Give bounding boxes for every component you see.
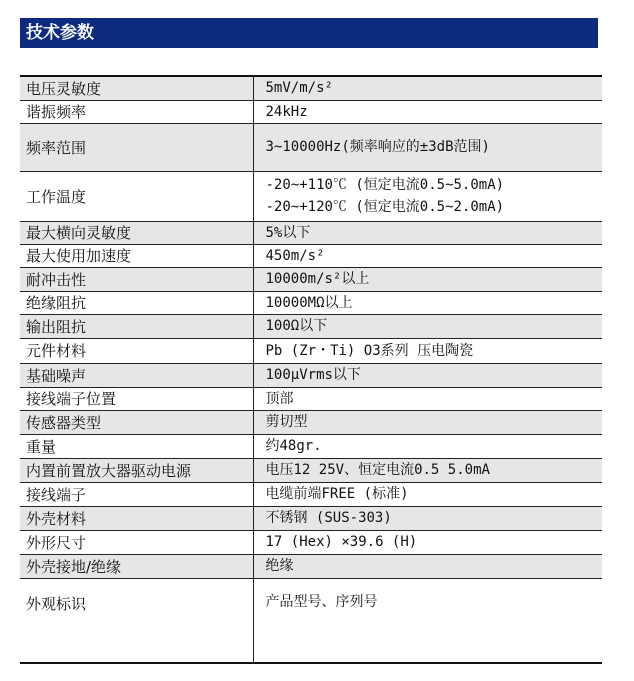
spec-value-line: 产品型号、序列号 bbox=[265, 593, 378, 610]
spec-row bbox=[20, 221, 602, 244]
spec-value bbox=[253, 221, 602, 244]
spec-value-line: 不锈钢 (SUS-303) bbox=[265, 510, 392, 526]
spec-value bbox=[253, 530, 602, 554]
spec-value bbox=[253, 410, 602, 434]
spec-value bbox=[253, 244, 602, 267]
spec-row bbox=[20, 76, 602, 100]
spec-row bbox=[20, 482, 602, 506]
spec-row bbox=[20, 171, 602, 221]
spec-value-line: -20~+110℃ (恒定电流0.5~5.0mA) bbox=[265, 177, 505, 193]
spec-label: 接线端子位置 bbox=[20, 387, 253, 410]
spec-value bbox=[253, 171, 602, 221]
spec-value bbox=[253, 554, 602, 578]
spec-value bbox=[253, 291, 602, 314]
spec-label: 传感器类型 bbox=[20, 410, 253, 434]
spec-value-line: 100μVrms以下 bbox=[265, 367, 361, 383]
spec-row bbox=[20, 123, 602, 171]
spec-row bbox=[20, 100, 602, 123]
spec-label: 元件材料 bbox=[20, 338, 253, 363]
spec-label: 谐振频率 bbox=[20, 100, 253, 123]
spec-label: 外壳接地/绝缘 bbox=[20, 554, 253, 578]
spec-value-line: 电压12 25V、恒定电流0.5 5.0mA bbox=[265, 462, 490, 478]
spec-value bbox=[253, 506, 602, 530]
spec-table-body bbox=[20, 76, 602, 663]
spec-value bbox=[253, 482, 602, 506]
spec-label: 频率范围 bbox=[20, 123, 253, 171]
spec-value-line: 10000MΩ以上 bbox=[265, 294, 353, 311]
spec-row bbox=[20, 291, 602, 314]
spec-value bbox=[253, 267, 602, 291]
spec-row bbox=[20, 267, 602, 291]
spec-value-line: 5%以下 bbox=[265, 224, 311, 241]
spec-value bbox=[253, 578, 602, 663]
spec-row bbox=[20, 244, 602, 267]
spec-value-line: 剪切型 bbox=[265, 414, 308, 430]
spec-value bbox=[253, 387, 602, 410]
spec-label: 外观标识 bbox=[20, 578, 253, 663]
spec-value-line: 10000m/s²以上 bbox=[265, 271, 370, 287]
spec-value-line: 5mV/m/s² bbox=[265, 80, 333, 97]
spec-table bbox=[20, 75, 602, 664]
spec-row bbox=[20, 554, 602, 578]
spec-value-line: Pb (Zr・Ti) O3系列 压电陶瓷 bbox=[265, 342, 474, 359]
spec-label: 外壳材料 bbox=[20, 506, 253, 530]
spec-label: 绝缘阻抗 bbox=[20, 291, 253, 314]
spec-value bbox=[253, 100, 602, 123]
spec-value bbox=[253, 338, 602, 363]
spec-value-line: 约48gr. bbox=[265, 438, 322, 454]
spec-value-line: 17 (Hex) ×39.6 (H) bbox=[265, 534, 418, 550]
spec-value bbox=[253, 434, 602, 458]
spec-label: 外形尺寸 bbox=[20, 530, 253, 554]
spec-label: 重量 bbox=[20, 434, 253, 458]
spec-value-line: 450m/s² bbox=[265, 247, 325, 264]
spec-label: 接线端子 bbox=[20, 482, 253, 506]
spec-value-line: 顶部 bbox=[265, 390, 294, 407]
spec-row bbox=[20, 506, 602, 530]
section-title: 技术参数 bbox=[20, 18, 598, 48]
spec-value bbox=[253, 76, 602, 100]
spec-value-line: -20~+120℃ (恒定电流0.5~2.0mA) bbox=[265, 199, 505, 215]
spec-value bbox=[253, 458, 602, 482]
spec-row bbox=[20, 410, 602, 434]
spec-row bbox=[20, 578, 602, 663]
spec-row bbox=[20, 314, 602, 338]
spec-value-line: 绝缘 bbox=[265, 558, 294, 574]
spec-label: 耐冲击性 bbox=[20, 267, 253, 291]
spec-label: 最大横向灵敏度 bbox=[20, 221, 253, 244]
spec-label: 输出阻抗 bbox=[20, 314, 253, 338]
spec-value-line: 100Ω以下 bbox=[265, 318, 328, 334]
spec-value-line: 24kHz bbox=[265, 103, 308, 120]
spec-value bbox=[253, 363, 602, 387]
spec-value-line: 3~10000Hz(频率响应的±3dB范围) bbox=[265, 139, 490, 155]
spec-value bbox=[253, 314, 602, 338]
spec-row bbox=[20, 387, 602, 410]
spec-label: 工作温度 bbox=[20, 171, 253, 221]
spec-value bbox=[253, 123, 602, 171]
spec-row bbox=[20, 338, 602, 363]
spec-row bbox=[20, 363, 602, 387]
spec-label: 电压灵敏度 bbox=[20, 76, 253, 100]
spec-label: 基础噪声 bbox=[20, 363, 253, 387]
spec-label: 内置前置放大器驱动电源 bbox=[20, 458, 253, 482]
spec-row bbox=[20, 530, 602, 554]
spec-value-line: 电缆前端FREE (标准) bbox=[265, 486, 409, 502]
spec-label: 最大使用加速度 bbox=[20, 244, 253, 267]
spec-row bbox=[20, 434, 602, 458]
spec-row bbox=[20, 458, 602, 482]
